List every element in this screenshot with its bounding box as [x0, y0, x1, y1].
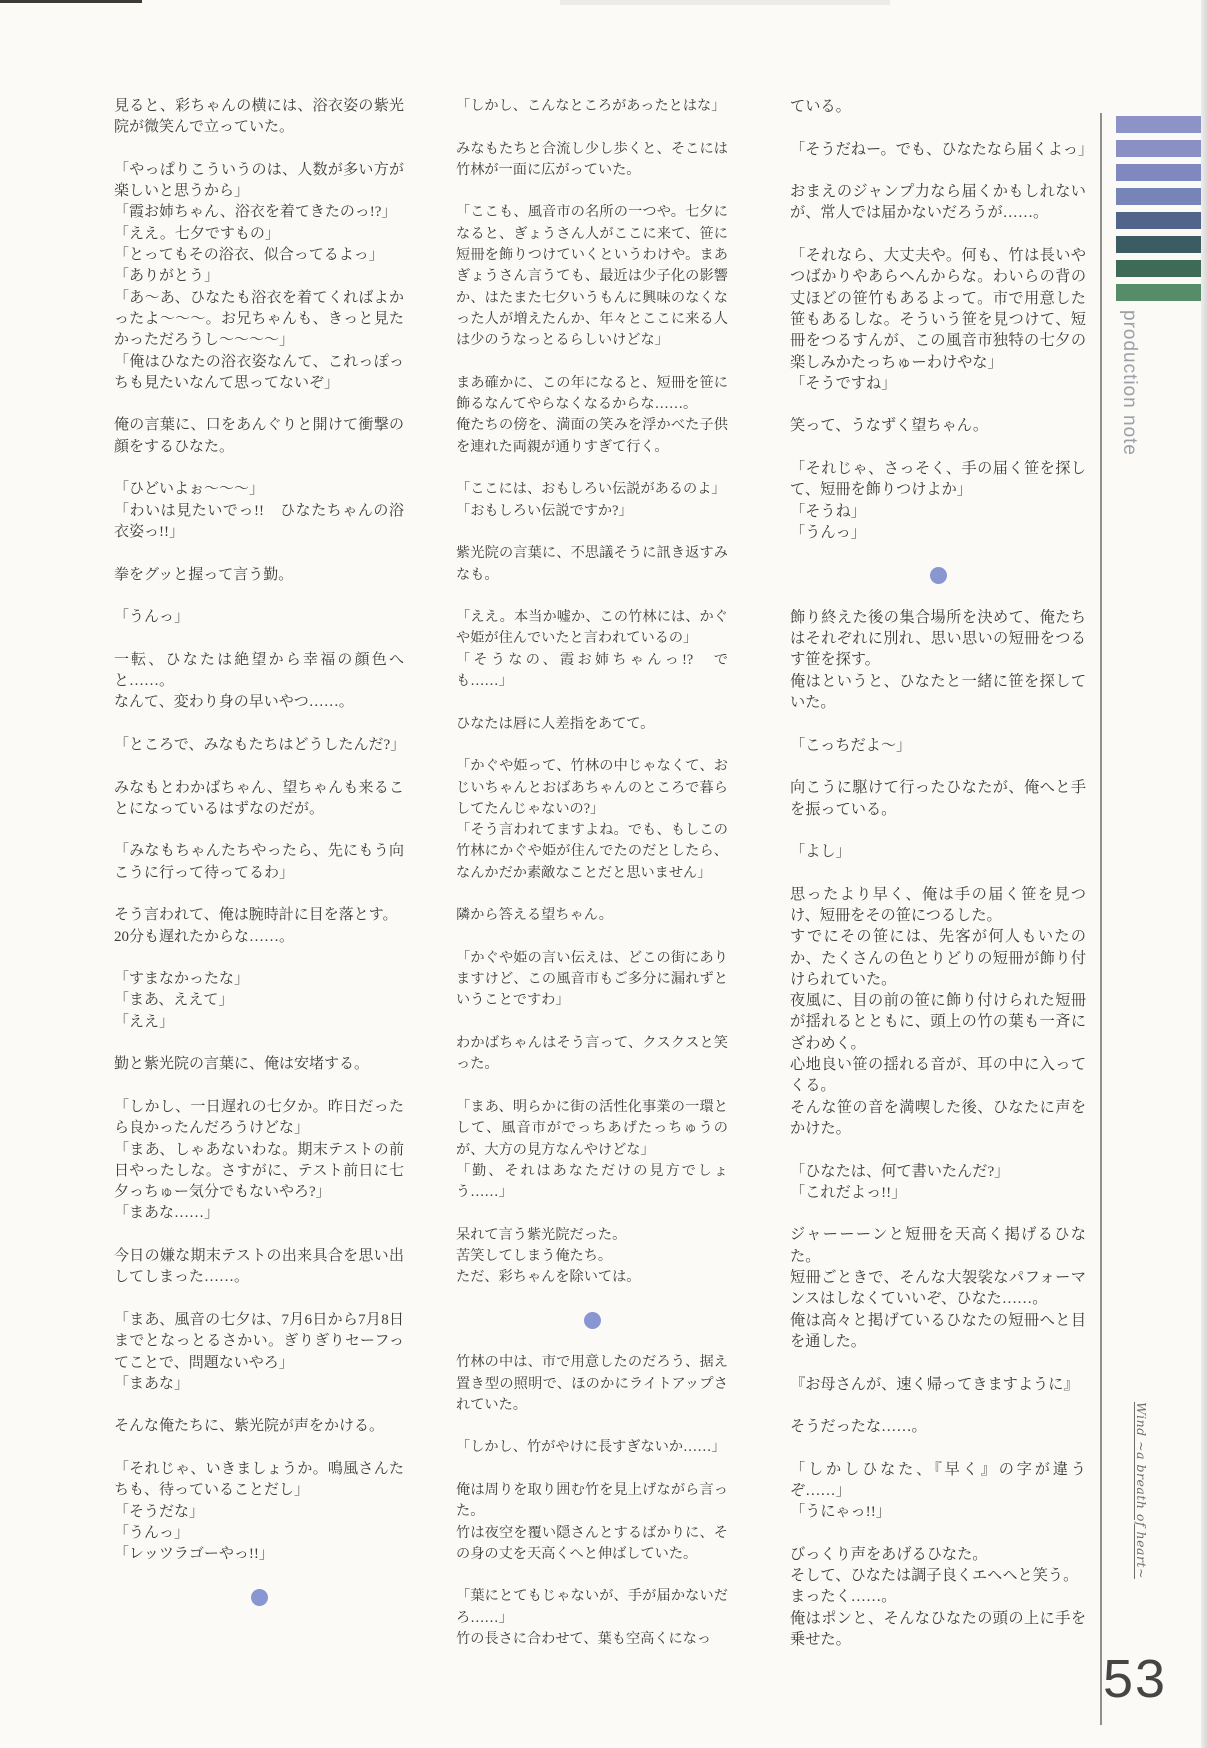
blank-line: [114, 1076, 404, 1097]
paragraph: 「あ〜あ、ひなたも浴衣を着てくればよかったよ〜〜〜。お兄ちゃんも、きっと見たかっただろうし〜〜〜〜」: [114, 289, 404, 349]
paragraph: 思ったより早く、俺は手の届く笹を見つけ、短冊をその笹につるした。: [790, 885, 1086, 924]
blank-line: [114, 628, 404, 649]
blank-line: [456, 1012, 728, 1033]
paragraph: 「しかしひなた、『早く』の字が違うぞ……」: [790, 1460, 1086, 1499]
paragraph: おまえのジャンプ力なら届くかもしれないが、常人では届かないだろうが……。: [790, 183, 1086, 222]
scan-edge-artifact-top-center: [560, 0, 890, 5]
color-swatch: [1116, 164, 1206, 181]
paragraph: 夜風に、目の前の笹に飾り付けられた短冊が揺れるとともに、頭上の竹の葉も一斉にざわめく。: [790, 992, 1086, 1052]
paragraph: 「ありがとう」: [114, 268, 220, 285]
paragraph: 見ると、彩ちゃんの横には、浴衣姿の紫光院が微笑んで立っていた。: [114, 98, 404, 136]
paragraph: 「霞お姉ちゃん、浴衣を着てきたのっ!?」: [114, 204, 397, 221]
paragraph: 「ここには、おもしろい伝説があるのよ」: [456, 481, 726, 498]
paragraph: なんて、変わり身の早いやつ……。: [114, 694, 354, 711]
blank-line: [790, 543, 1086, 564]
blank-line: [456, 884, 728, 905]
paragraph: 「うにゃっ!!」: [790, 1503, 891, 1521]
blank-line: [456, 927, 728, 948]
paragraph: わかばちゃんはそう言って、クスクスと笑った。: [456, 1035, 728, 1073]
blank-line: [114, 714, 404, 735]
paragraph: すでにその笹には、先客が何人もいたのか、たくさんの色とりどりの短冊が飾り付けられていた。: [790, 928, 1086, 988]
blank-line: [114, 543, 404, 564]
blank-line: [114, 1289, 404, 1310]
paragraph: 「ひどいよぉ〜〜〜」: [114, 481, 265, 498]
series-title-script: Wind ~a breath of heart~: [1134, 1402, 1149, 1579]
paragraph: 「しかし、こんなところがあったとはな」: [456, 98, 726, 114]
paragraph: 「レッツラゴーやっ!!」: [114, 1546, 274, 1563]
paragraph: 「勤、それはあなただけの見方でしょう……」: [456, 1162, 728, 1201]
paragraph: 「うんっ」: [114, 609, 190, 626]
blank-line: [114, 1033, 404, 1054]
paragraph: 一転、ひなたは絶望から幸福の顔色へと……。: [114, 651, 404, 690]
text-column-left: [114, 96, 404, 1608]
paragraph: 俺は周りを取り囲む竹を見上げながら言った。: [456, 1482, 728, 1520]
section-divider-dot: [930, 567, 947, 584]
blank-line: [790, 1395, 1086, 1416]
color-swatches: [1116, 116, 1206, 308]
page-edge-shading: [1201, 0, 1208, 1748]
paragraph: 「それじゃ、いきましょうか。鳴風さんたちも、待っていることだし」: [114, 1461, 404, 1499]
paragraph: そんな俺たちに、紫光院が声をかける。: [114, 1418, 385, 1435]
paragraph: まったく……。: [790, 1588, 897, 1606]
paragraph: みなもとわかばちゃん、望ちゃんも来ることになっているはずなのだが。: [114, 779, 404, 817]
color-swatch: [1116, 188, 1206, 205]
blank-line: [114, 586, 404, 607]
blank-line: [790, 437, 1086, 458]
paragraph: ている。: [790, 98, 851, 115]
paragraph: 「それなら、大丈夫や。何も、竹は長いやつばかりやあらへんからな。わいらの背の丈ほどの笹竹もあるよって。市で用意した笹もあるしな。そういう笹を見つけて、短冊をつるすんが、この風音市独特の七夕の楽しみかたっちゅーわけやな」: [790, 247, 1086, 371]
paragraph: 「まあ、しゃあないわな。期末テストの前日やったしな。さすがに、テスト前日に七夕っちゅー気分でもないやろ?」: [114, 1141, 404, 1201]
paragraph: 「すまなかったな」: [114, 971, 250, 988]
paragraph: 「ええ。本当か嘘か、この竹林には、かぐや姫が住んでいたと言われているの」: [456, 609, 728, 647]
color-swatch: [1116, 212, 1206, 229]
color-swatch: [1116, 260, 1206, 277]
scan-edge-artifact-top-left: [0, 0, 142, 3]
blank-line: [790, 1139, 1086, 1160]
paragraph: 「うんっ」: [114, 1524, 190, 1541]
paragraph: 「うんっ」: [790, 523, 866, 541]
paragraph: 「俺はひなたの浴衣姿なんて、これっぽっちも見たいなんて思ってないぞ」: [114, 353, 404, 391]
paragraph: 「そうだねー。でも、ひなたなら届くよっ」: [790, 140, 1094, 158]
color-swatch: [1116, 140, 1206, 157]
paragraph: 「それじゃ、さっそく、手の届く笹を探して、短冊を飾りつけよか」: [790, 460, 1086, 499]
paragraph: 俺たちの傍を、満面の笑みを浮かべた子供を連れた両親が通りすぎて行く。: [456, 417, 728, 455]
blank-line: [114, 820, 404, 841]
blank-line: [114, 1225, 404, 1246]
paragraph: そして、ひなたは調子良くエヘヘと笑う。: [790, 1567, 1079, 1585]
page-number: 53: [1103, 1649, 1168, 1709]
blank-line: [456, 1203, 728, 1224]
paragraph: 『お母さんが、速く帰ってきますように』: [790, 1375, 1079, 1393]
blank-line: [790, 117, 1086, 138]
paragraph: ただ、彩ちゃんを除いては。: [456, 1269, 641, 1286]
paragraph: 「そうね」: [790, 502, 866, 520]
blank-line: [790, 756, 1086, 777]
paragraph: 心地良い笹の揺れる音が、耳の中に入ってくる。: [790, 1056, 1086, 1095]
blank-line: [114, 458, 404, 479]
paragraph: 「そうですね」: [790, 374, 897, 392]
blank-line: [456, 1076, 728, 1097]
sidebar-vertical-rule: [1100, 113, 1102, 1725]
paragraph: 「かぐや姫の言い伝えは、どこの街にありますけど、この風音市もご多分に漏れずということですわ」: [456, 949, 728, 1009]
blank-line: [456, 1289, 728, 1310]
paragraph: 「とってもその浴衣、似合ってるよっ」: [114, 247, 384, 264]
paragraph: 「まあ、風音の七夕は、7月6日から7月8日までとなっとるさかい。ぎりぎりセーフってことで、問題ないやろ」: [114, 1311, 404, 1371]
paragraph: 向こうに駆けて行ったひなたが、俺へと手を振っている。: [790, 779, 1086, 818]
paragraph: 「葉にとてもじゃないが、手が届かないだろ……」: [456, 1588, 728, 1626]
paragraph: 「わいは見たいでっ!! ひなたちゃんの浴衣姿っ!!」: [114, 502, 404, 540]
paragraph: 紫光院の言葉に、不思議そうに訊き返すみなも。: [456, 545, 728, 583]
blank-line: [790, 713, 1086, 734]
paragraph: 「こっちだよ〜」: [790, 736, 912, 754]
paragraph: 20分も遅れたからな……。: [114, 928, 295, 945]
paragraph: そんな笹の音を満喫した後、ひなたに声をかけた。: [790, 1098, 1086, 1137]
blank-line: [790, 160, 1086, 181]
paragraph: ジャーーーンと短冊を天高く掲げるひなた。: [790, 1226, 1086, 1265]
paragraph: 「みなもちゃんたちやったら、先にもう向こうに行って待ってるわ」: [114, 843, 404, 881]
blank-line: [114, 1438, 404, 1459]
text-column-right: [790, 96, 1094, 1650]
paragraph: みなもたちと合流し少し歩くと、そこには竹林が一面に広がっていた。: [456, 140, 728, 178]
paragraph: 短冊ごときで、そんな大袈裟なパフォーマンスはしなくていいぞ、ひなた……。: [790, 1269, 1086, 1308]
blank-line: [456, 522, 728, 543]
paragraph: 俺はポンと、そんなひなたの頭の上に手を乗せた。: [790, 1609, 1086, 1649]
paragraph: 「よし」: [790, 843, 851, 861]
blank-line: [456, 1565, 728, 1586]
paragraph: 竹は夜空を覆い隠さんとするばかりに、その身の丈を天高くへと伸ばしていた。: [456, 1524, 728, 1562]
paragraph: 「まあ、明らかに街の活性化事業の一環として、風音市がでっちあげたっちゅうのが、大方の見方なんやけどな」: [456, 1098, 728, 1158]
blank-line: [114, 394, 404, 415]
paragraph: まあ確かに、この年になると、短冊を笹に飾るなんてやらなくなるからな……。: [456, 374, 728, 413]
section-divider-dot: [251, 1589, 268, 1606]
blank-line: [790, 586, 1086, 607]
blank-line: [456, 735, 728, 756]
blank-line: [790, 1203, 1086, 1224]
blank-line: [456, 1459, 728, 1480]
blank-line: [790, 1352, 1086, 1373]
paragraph: 笑って、うなずく望ちゃん。: [790, 417, 989, 435]
blank-line: [114, 1565, 404, 1586]
blank-line: [790, 394, 1086, 415]
blank-line: [114, 884, 404, 905]
paragraph: 「ええ」: [114, 1013, 175, 1030]
blank-line: [456, 181, 728, 202]
paragraph: 勤と紫光院の言葉に、俺は安堵する。: [114, 1056, 370, 1073]
blank-line: [456, 1331, 728, 1352]
paragraph: 「まあな……」: [114, 1205, 220, 1222]
paragraph: 「やっぱりこういうのは、人数が多い方が楽しいと思うから」: [114, 161, 404, 200]
paragraph: 竹の長さに合わせて、葉も空高くになっ: [456, 1631, 712, 1648]
blank-line: [790, 224, 1086, 245]
blank-line: [456, 352, 728, 373]
paragraph: 隣から答える望ちゃん。: [456, 907, 613, 924]
paragraph: 「まあな」: [114, 1375, 190, 1392]
blank-line: [790, 862, 1086, 883]
text-column-center: [456, 96, 728, 1650]
paragraph: 俺は高々と掲げているひなたの短冊へと目を通した。: [790, 1311, 1086, 1350]
blank-line: [456, 692, 728, 713]
blank-line: [456, 586, 728, 607]
paragraph: 呆れて言う紫光院だった。: [456, 1226, 627, 1243]
paragraph: びっくり声をあげるひなた。: [790, 1545, 988, 1563]
blank-line: [114, 948, 404, 969]
blank-line: [114, 756, 404, 777]
blank-line: [114, 1395, 404, 1416]
paragraph: 竹林の中は、市で用意したのだろう、据え置き型の照明で、ほのかにライトアップされていた。: [456, 1354, 728, 1413]
color-swatch: [1116, 236, 1206, 253]
paragraph: 「ところで、みなもたちはどうしたんだ?」: [114, 736, 406, 753]
blank-line: [456, 117, 728, 138]
paragraph: 「ええ。七夕ですもの」: [114, 225, 280, 242]
paragraph: 「そう言われてますよね。でも、もしこの竹林にかぐや姫が住んでたのだとしたら、なんかだか素敵なことだと思いません」: [456, 822, 728, 881]
paragraph: 今日の嫌な期末テストの出来具合を思い出してしまった……。: [114, 1248, 404, 1286]
paragraph: 拳をグッと握って言う勤。: [114, 566, 294, 583]
blank-line: [456, 458, 728, 479]
paragraph: そうだったな……。: [790, 1418, 927, 1436]
paragraph: 飾り終えた後の集合場所を決めて、俺たちはそれぞれに別れ、思い思いの短冊をつるす笹を探す。: [790, 608, 1086, 669]
paragraph: そう言われて、俺は腕時計に目を落とす。: [114, 907, 398, 924]
paragraph: 「そうなの、霞お姉ちゃんっ!? でも……」: [456, 651, 728, 690]
paragraph: 「しかし、一日遅れの七夕か。昨日だったら良かったんだろうけどな」: [114, 1098, 404, 1137]
paragraph: 俺の言葉に、口をあんぐりと開けて衝撃の顔をするひなた。: [114, 417, 404, 455]
blank-line: [114, 139, 404, 160]
paragraph: 「しかし、竹がやけに長すぎないか……」: [456, 1439, 726, 1456]
paragraph: 「おもしろい伝説ですか?」: [456, 502, 633, 519]
color-swatch: [1116, 116, 1206, 133]
blank-line: [790, 1437, 1086, 1458]
paragraph: 「ここも、風音市の名所の一つや。七夕になると、ぎょうさん人がここに来て、笹に短冊を飾りつけていくというわけや。まあぎょうさん言うても、最近は少子化の影響か、はたまた七夕いうもんに興味のなくなった人が増えたんか、年々とここに来る人は少のうなっとるらしいけどな」: [456, 204, 728, 349]
paragraph: 「これだよっ!!」: [790, 1183, 907, 1201]
paragraph: 苦笑してしまう俺たち。: [456, 1248, 613, 1265]
blank-line: [456, 1416, 728, 1437]
section-divider-dot: [584, 1312, 601, 1329]
color-swatch: [1116, 284, 1206, 301]
paragraph: 「まあ、ええて」: [114, 992, 234, 1009]
paragraph: 「かぐや姫って、竹林の中じゃなくて、おじいちゃんとおばあちゃんのところで暮らしてたんじゃないの?」: [456, 758, 728, 817]
paragraph: 「そうだな」: [114, 1503, 205, 1520]
paragraph: 「ひなたは、何て書いたんだ?」: [790, 1162, 1010, 1180]
paragraph: 俺はというと、ひなたと一緒に笹を探していた。: [790, 672, 1086, 712]
blank-line: [790, 1523, 1086, 1544]
paragraph: ひなたは唇に人差指をあてて。: [456, 715, 655, 732]
production-note-label: production note: [1119, 310, 1140, 456]
blank-line: [790, 820, 1086, 841]
